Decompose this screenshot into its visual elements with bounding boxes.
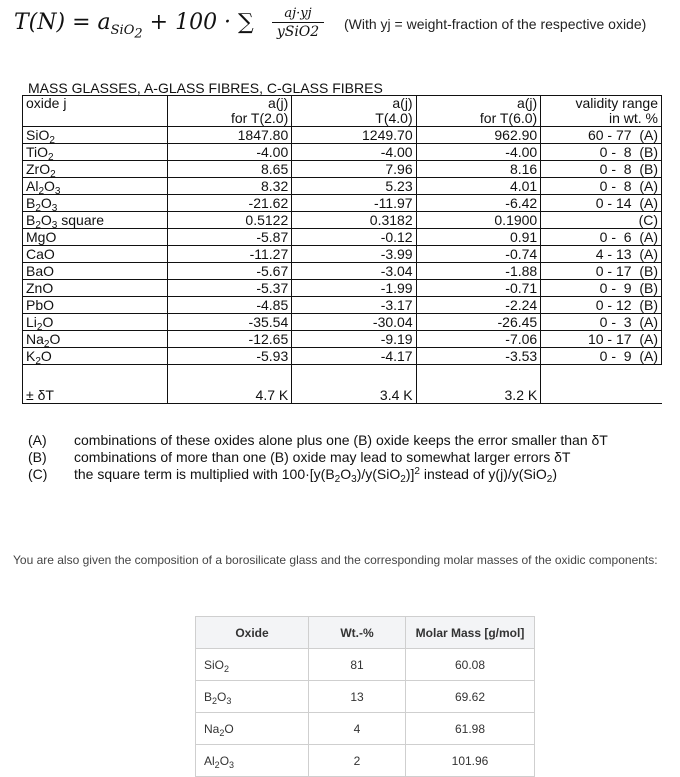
formula-denominator: ySiO2	[276, 24, 320, 40]
table-caption: MASS GLASSES, A-GLASS FIBRES, C-GLASS FIBRES	[28, 80, 383, 96]
composition-row	[196, 713, 535, 745]
formula-main	[14, 10, 254, 42]
range-cell: 0 - 8 (B)	[541, 144, 662, 161]
a6-cell: -7.06	[416, 331, 541, 348]
range-cell: 0 - 8 (B)	[541, 161, 662, 178]
error-a2: 4.7 K	[167, 387, 292, 404]
a2-cell: -4.85	[167, 297, 292, 314]
a2-cell: 0.5122	[167, 212, 292, 229]
oxide-cell: $Na_2O$	[23, 331, 168, 348]
coefficient-table-body	[23, 127, 662, 365]
a2-cell: -12.65	[167, 331, 292, 348]
composition-molar-cell: 101.96	[406, 745, 535, 777]
range-cell: (C)	[541, 212, 662, 229]
error-label: ± δT	[23, 387, 168, 404]
a4-cell: -11.97	[292, 195, 416, 212]
a6-cell: -3.53	[416, 348, 541, 365]
footnotes	[28, 432, 668, 483]
error-range-blank	[541, 387, 662, 404]
range-cell: 0 - 14 (A)	[541, 195, 662, 212]
table-row	[23, 348, 662, 365]
oxide-cell: ZrO$_2$	[23, 161, 168, 178]
a4-cell: 7.96	[292, 161, 416, 178]
composition-oxide-cell: $B_2O_3$	[196, 681, 309, 713]
range-cell: 0 - 6 (A)	[541, 229, 662, 246]
a6-cell: -6.42	[416, 195, 541, 212]
formula-numerator: aj·yj	[272, 6, 324, 23]
header-oxide: oxide j	[23, 96, 168, 112]
table-row	[23, 297, 662, 314]
footnote-key: (C)	[28, 466, 48, 482]
range-cell: 60 - 77 (A)	[541, 127, 662, 144]
a6-cell: -1.88	[416, 263, 541, 280]
composition-wt-cell: 81	[309, 649, 406, 681]
a6-cell: -26.45	[416, 314, 541, 331]
gap-cell	[541, 365, 662, 388]
composition-oxide-cell: $Al_2O_3$	[196, 745, 309, 777]
range-cell: 4 - 13 (A)	[541, 246, 662, 263]
table-row	[23, 229, 662, 246]
formula-lhs: T(N) = a	[14, 10, 111, 35]
a6-cell: -2.24	[416, 297, 541, 314]
a2-cell: -5.37	[167, 280, 292, 297]
header-oxide-blank	[23, 111, 168, 127]
range-cell: 0 - 9 (B)	[541, 280, 662, 297]
header-a2-line2: for T(2.0)	[167, 111, 292, 127]
oxide-cell: CaO	[23, 246, 168, 263]
header-a4-line1: a(j)	[292, 96, 416, 112]
oxide-cell: TiO$_2$	[23, 144, 168, 161]
table-row	[23, 144, 662, 161]
footnote-text: combinations of these oxides alone plus one (B) oxide keeps the error smaller than δT	[74, 432, 608, 448]
a4-cell: -3.17	[292, 297, 416, 314]
oxide-cell: ZnO	[23, 280, 168, 297]
header-a4-line2: T(4.0)	[292, 111, 416, 127]
table-row	[23, 263, 662, 280]
range-cell: 10 - 17 (A)	[541, 331, 662, 348]
composition-wt-cell: 2	[309, 745, 406, 777]
a6-cell: 8.16	[416, 161, 541, 178]
table-header-row-2	[23, 111, 662, 127]
table-header-row-1	[23, 96, 662, 112]
a4-cell: 1249.70	[292, 127, 416, 144]
table-row	[23, 331, 662, 348]
oxide-cell: $B_2O_3$	[23, 195, 168, 212]
oxide-cell: SiO$_2$	[23, 127, 168, 144]
oxide-cell: BaO	[23, 263, 168, 280]
gap-cell	[416, 365, 541, 388]
composition-table	[195, 616, 535, 777]
table-row	[23, 195, 662, 212]
oxide-cell: PbO	[23, 297, 168, 314]
a4-cell: -4.00	[292, 144, 416, 161]
a2-cell: -35.54	[167, 314, 292, 331]
header-range-line1: validity range	[541, 96, 662, 112]
composition-oxide-cell: SiO$_2$	[196, 649, 309, 681]
composition-molar-cell: 61.98	[406, 713, 535, 745]
formula-note: (With yj = weight-fraction of the respective oxide)	[344, 16, 647, 32]
table-row	[23, 280, 662, 297]
formula	[14, 6, 674, 52]
range-cell: 0 - 9 (A)	[541, 348, 662, 365]
a6-cell: -0.71	[416, 280, 541, 297]
composition-header-row	[196, 617, 535, 649]
a4-cell: 5.23	[292, 178, 416, 195]
oxide-cell: $Al_2O_3$	[23, 178, 168, 195]
a2-cell: -21.62	[167, 195, 292, 212]
composition-header-oxide: Oxide	[196, 617, 309, 649]
composition-row	[196, 649, 535, 681]
gap-cell	[292, 365, 416, 388]
composition-molar-cell: 60.08	[406, 649, 535, 681]
a2-cell: 1847.80	[167, 127, 292, 144]
a6-cell: 0.91	[416, 229, 541, 246]
formula-lhs-sub2: 2	[134, 26, 143, 42]
footnote-b	[28, 449, 668, 466]
a4-cell: 0.3182	[292, 212, 416, 229]
composition-table-body	[196, 649, 535, 777]
oxide-cell: $K_2O$	[23, 348, 168, 365]
a6-cell: -0.74	[416, 246, 541, 263]
footnote-text: combinations of more than one (B) oxide may lead to somewhat larger errors δT	[74, 449, 571, 465]
composition-wt-cell: 13	[309, 681, 406, 713]
a2-cell: -4.00	[167, 144, 292, 161]
table-row	[23, 246, 662, 263]
a6-cell: 0.1900	[416, 212, 541, 229]
table-row	[23, 161, 662, 178]
range-cell: 0 - 17 (B)	[541, 263, 662, 280]
a4-cell: -1.99	[292, 280, 416, 297]
a4-cell: -3.04	[292, 263, 416, 280]
composition-header-wt: Wt.-%	[309, 617, 406, 649]
a6-cell: -4.00	[416, 144, 541, 161]
oxide-cell: $B_2O_3$ square	[23, 212, 168, 229]
header-a6-line2: for T(6.0)	[416, 111, 541, 127]
a2-cell: -5.67	[167, 263, 292, 280]
table-row	[23, 314, 662, 331]
coefficient-table	[22, 95, 662, 404]
gap-cell	[167, 365, 292, 388]
error-row	[23, 387, 662, 404]
table-row	[23, 212, 662, 229]
a4-cell: -0.12	[292, 229, 416, 246]
footnote-a	[28, 432, 668, 449]
composition-oxide-cell: $Na_2O$	[196, 713, 309, 745]
footnote-key: (A)	[28, 432, 47, 448]
a6-cell: 962.90	[416, 127, 541, 144]
a4-cell: -4.17	[292, 348, 416, 365]
range-cell: 0 - 8 (A)	[541, 178, 662, 195]
oxide-cell: MgO	[23, 229, 168, 246]
formula-fraction	[272, 6, 324, 40]
composition-header-molar: Molar Mass [g/mol]	[406, 617, 535, 649]
a2-cell: -5.93	[167, 348, 292, 365]
formula-mid: + 100 · ∑	[142, 10, 254, 35]
a2-cell: 8.32	[167, 178, 292, 195]
footnote-text: the square term is multiplied with $100\cdot[y(B_2O_3)/y(SiO_2)]^2$ instead of y(j)/y(SiO$_2$)	[74, 466, 557, 485]
error-a6: 3.2 K	[416, 387, 541, 404]
error-a4: 3.4 K	[292, 387, 416, 404]
a4-cell: -9.19	[292, 331, 416, 348]
header-range-line2: in wt. %	[541, 111, 662, 127]
composition-row	[196, 681, 535, 713]
table-gap-row	[23, 365, 662, 388]
a6-cell: 4.01	[416, 178, 541, 195]
range-cell: 0 - 3 (A)	[541, 314, 662, 331]
range-cell: 0 - 12 (B)	[541, 297, 662, 314]
composition-molar-cell: 69.62	[406, 681, 535, 713]
composition-wt-cell: 4	[309, 713, 406, 745]
a2-cell: 8.65	[167, 161, 292, 178]
table-row	[23, 127, 662, 144]
header-a2-line1: a(j)	[167, 96, 292, 112]
a2-cell: -11.27	[167, 246, 292, 263]
table-row	[23, 178, 662, 195]
given-text: You are also given the composition of a borosilicate glass and the corresponding molar masses of the oxidic components:	[13, 553, 658, 567]
header-a6-line1: a(j)	[416, 96, 541, 112]
a4-cell: -3.99	[292, 246, 416, 263]
a4-cell: -30.04	[292, 314, 416, 331]
footnote-c	[28, 466, 668, 483]
oxide-cell: $Li_2O$	[23, 314, 168, 331]
a2-cell: -5.87	[167, 229, 292, 246]
footnote-key: (B)	[28, 449, 47, 465]
formula-lhs-sub: SiO	[110, 23, 135, 39]
gap-cell	[23, 365, 168, 388]
